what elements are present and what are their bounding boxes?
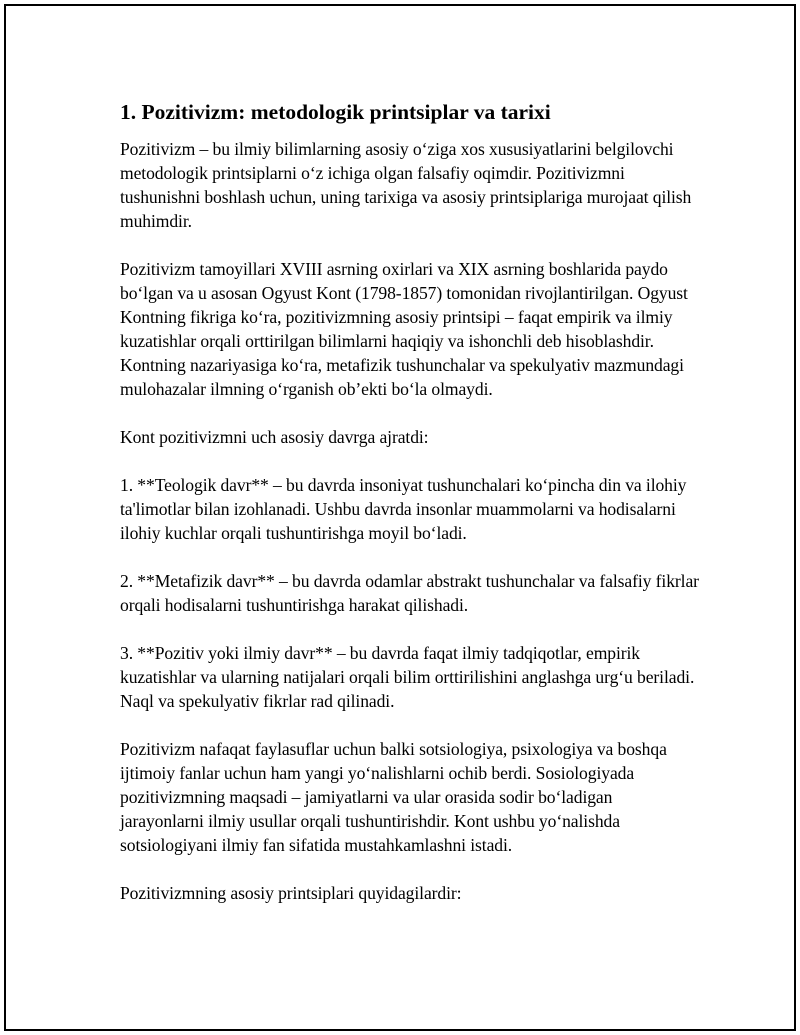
paragraph-history: Pozitivizm tamoyillari XVIII asrning oxirlari va XIX asrning boshlarida paydo bo‘lgan va u asosan Ogyust Kont (1798-1857) tomonidan rivojlantirilgan. Ogyust Kontning fikriga ko‘ra, pozitivizmning asosiy printsipi – faqat empirik va ilmiy kuzatishlar orqali orttirilgan bilimlarni haqiqiy va ishonchli deb hisoblashdir. Kontning nazariyasiga ko‘ra, metafizik tushunchalar va spekulyativ mazmundagi mulohazalar ilmning o‘rganish ob’ekti bo‘la olmaydi.	[120, 259, 688, 399]
paragraph-principles-intro: Pozitivizmning asosiy printsiplari quyidagilardir:	[120, 883, 462, 903]
paragraph-periods-intro: Kont pozitivizmni uch asosiy davrga ajratdi:	[120, 427, 429, 447]
paragraph-intro: Pozitivizm – bu ilmiy bilimlarning asosiy o‘ziga xos xususiyatlarini belgilovchi metodologik printsiplarni o‘z ichiga olgan falsafiy oqimdir. Pozitivizmni tushunishni boshlash uchun, uning tarixiga va asosiy printsiplariga murojaat qilish muhimdir.	[120, 139, 692, 231]
section-heading: 1. Pozitivizm: metodologik printsiplar va tarixi	[120, 100, 551, 124]
paragraph-influence: Pozitivizm nafaqat faylasuflar uchun balki sotsiologiya, psixologiya va boshqa ijtimoiy fanlar uchun ham yangi yo‘nalishlarni ochib berdi. Sosiologiyada pozitivizmning maqsadi – jamiyatlarni va ular orasida sodir bo‘ladigan jarayonlarni ilmiy usullar orqali tushuntirishdir. Kont ushbu yo‘nalishda sotsiologiyani ilmiy fan sifatida mustahkamlashni istadi.	[120, 739, 667, 855]
document-page	[4, 4, 796, 1031]
paragraph-theological-period: 1. **Teologik davr** – bu davrda insoniyat tushunchalari ko‘pincha din va ilohiy ta'limotlar bilan izohlanadi. Ushbu davrda insonlar muammolarni va hodisalarni ilohiy kuchlar orqali tushuntirishga moyil bo‘ladi.	[120, 475, 687, 543]
document-body	[120, 98, 700, 929]
paragraph-positive-period: 3. **Pozitiv yoki ilmiy davr** – bu davrda faqat ilmiy tadqiqotlar, empirik kuzatishlar va ularning natijalari orqali bilim orttirilishini anglashga urg‘u beriladi. Naql va spekulyativ fikrlar rad qilinadi.	[120, 643, 695, 711]
paragraph-metaphysical-period: 2. **Metafizik davr** – bu davrda odamlar abstrakt tushunchalar va falsafiy fikrlar orqali hodisalarni tushuntirishga harakat qilishadi.	[120, 571, 699, 615]
